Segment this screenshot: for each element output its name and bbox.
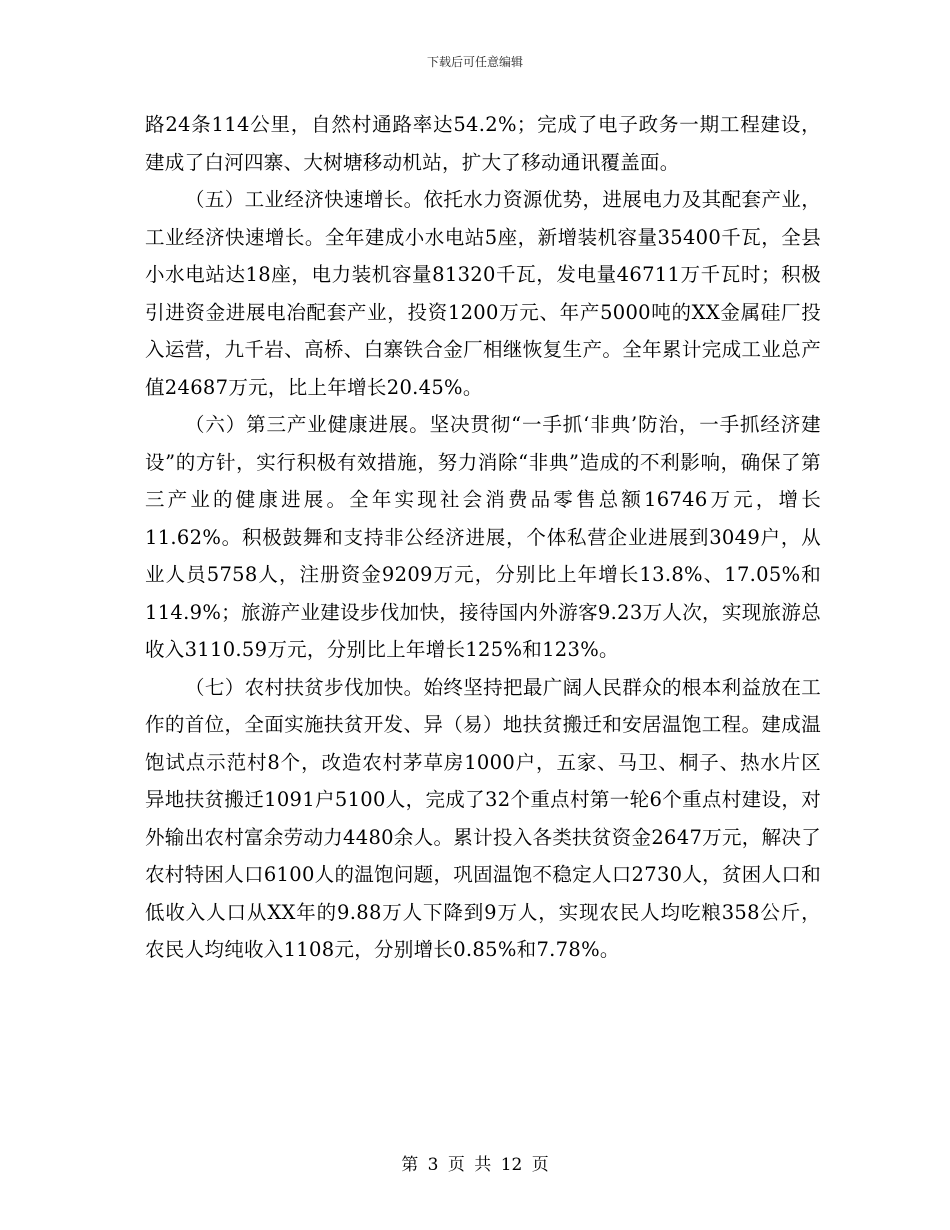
paragraph-roads-egov: 路24条114公里，自然村通路率达54.2%；完成了电子政务一期工程建设，建成了白河四寨、大树塘移动机站，扩大了移动通讯覆盖面。 — [145, 113, 821, 174]
document-body — [145, 106, 821, 969]
paragraph-industrial-economy: （五）工业经济快速增长。依托水力资源优势，进展电力及其配套产业，工业经济快速增长。全年建成小水电站5座，新增装机容量35400千瓦，全县小水电站达18座，电力装机容量81320千瓦，发电量46711万千瓦时；积极引进资金进展电冶配套产业，投资1200万元、年产5000吨的XX金属硅厂投入运营，九千岩、高桥、白寨铁合金厂相继恢复生产。全年累计完成工业总产值24687万元，比上年增长20.45%。 — [145, 188, 821, 399]
page-header-note: 下载后可任意编辑 — [426, 55, 523, 69]
page-number: 第 3 页 共 12 页 — [401, 1155, 549, 1175]
paragraph-rural-poverty-relief: （七）农村扶贫步伐加快。始终坚持把最广阔人民群众的根本利益放在工作的首位，全面实施扶贫开发、异（易）地扶贫搬迁和安居温饱工程。建成温饱试点示范村8个，改造农村茅草房1000户，五家、马卫、桐子、热水片区异地扶贫搬迁1091户5100人，完成了32个重点村第一轮6个重点村建设，对外输出农村富余劳动力4480余人。累计投入各类扶贫资金2647万元，解决了农村特困人口6100人的温饱问题，巩固温饱不稳定人口2730人，贫困人口和低收入人口从XX年的9.88万人下降到9万人，实现农民人均吃粮358公斤，农民人均纯收入1108元，分别增长0.85%和7.78%。 — [145, 675, 821, 961]
paragraph-tertiary-industry: （六）第三产业健康进展。坚决贯彻“一手抓‘非典’防治，一手抓经济建设”的方针，实行积极有效措施，努力消除“非典”造成的不利影响，确保了第三产业的健康进展。全年实现社会消费品零售总额16746万元，增长11.62%。积极鼓舞和支持非公经济进展，个体私营企业进展到3049户，从业人员5758人，注册资金9209万元，分别比上年增长13.8%、17.05%和114.9%；旅游产业建设步伐加快，接待国内外游客9.23万人次，实现旅游总收入3110.59万元，分别比上年增长125%和123%。 — [145, 413, 821, 661]
